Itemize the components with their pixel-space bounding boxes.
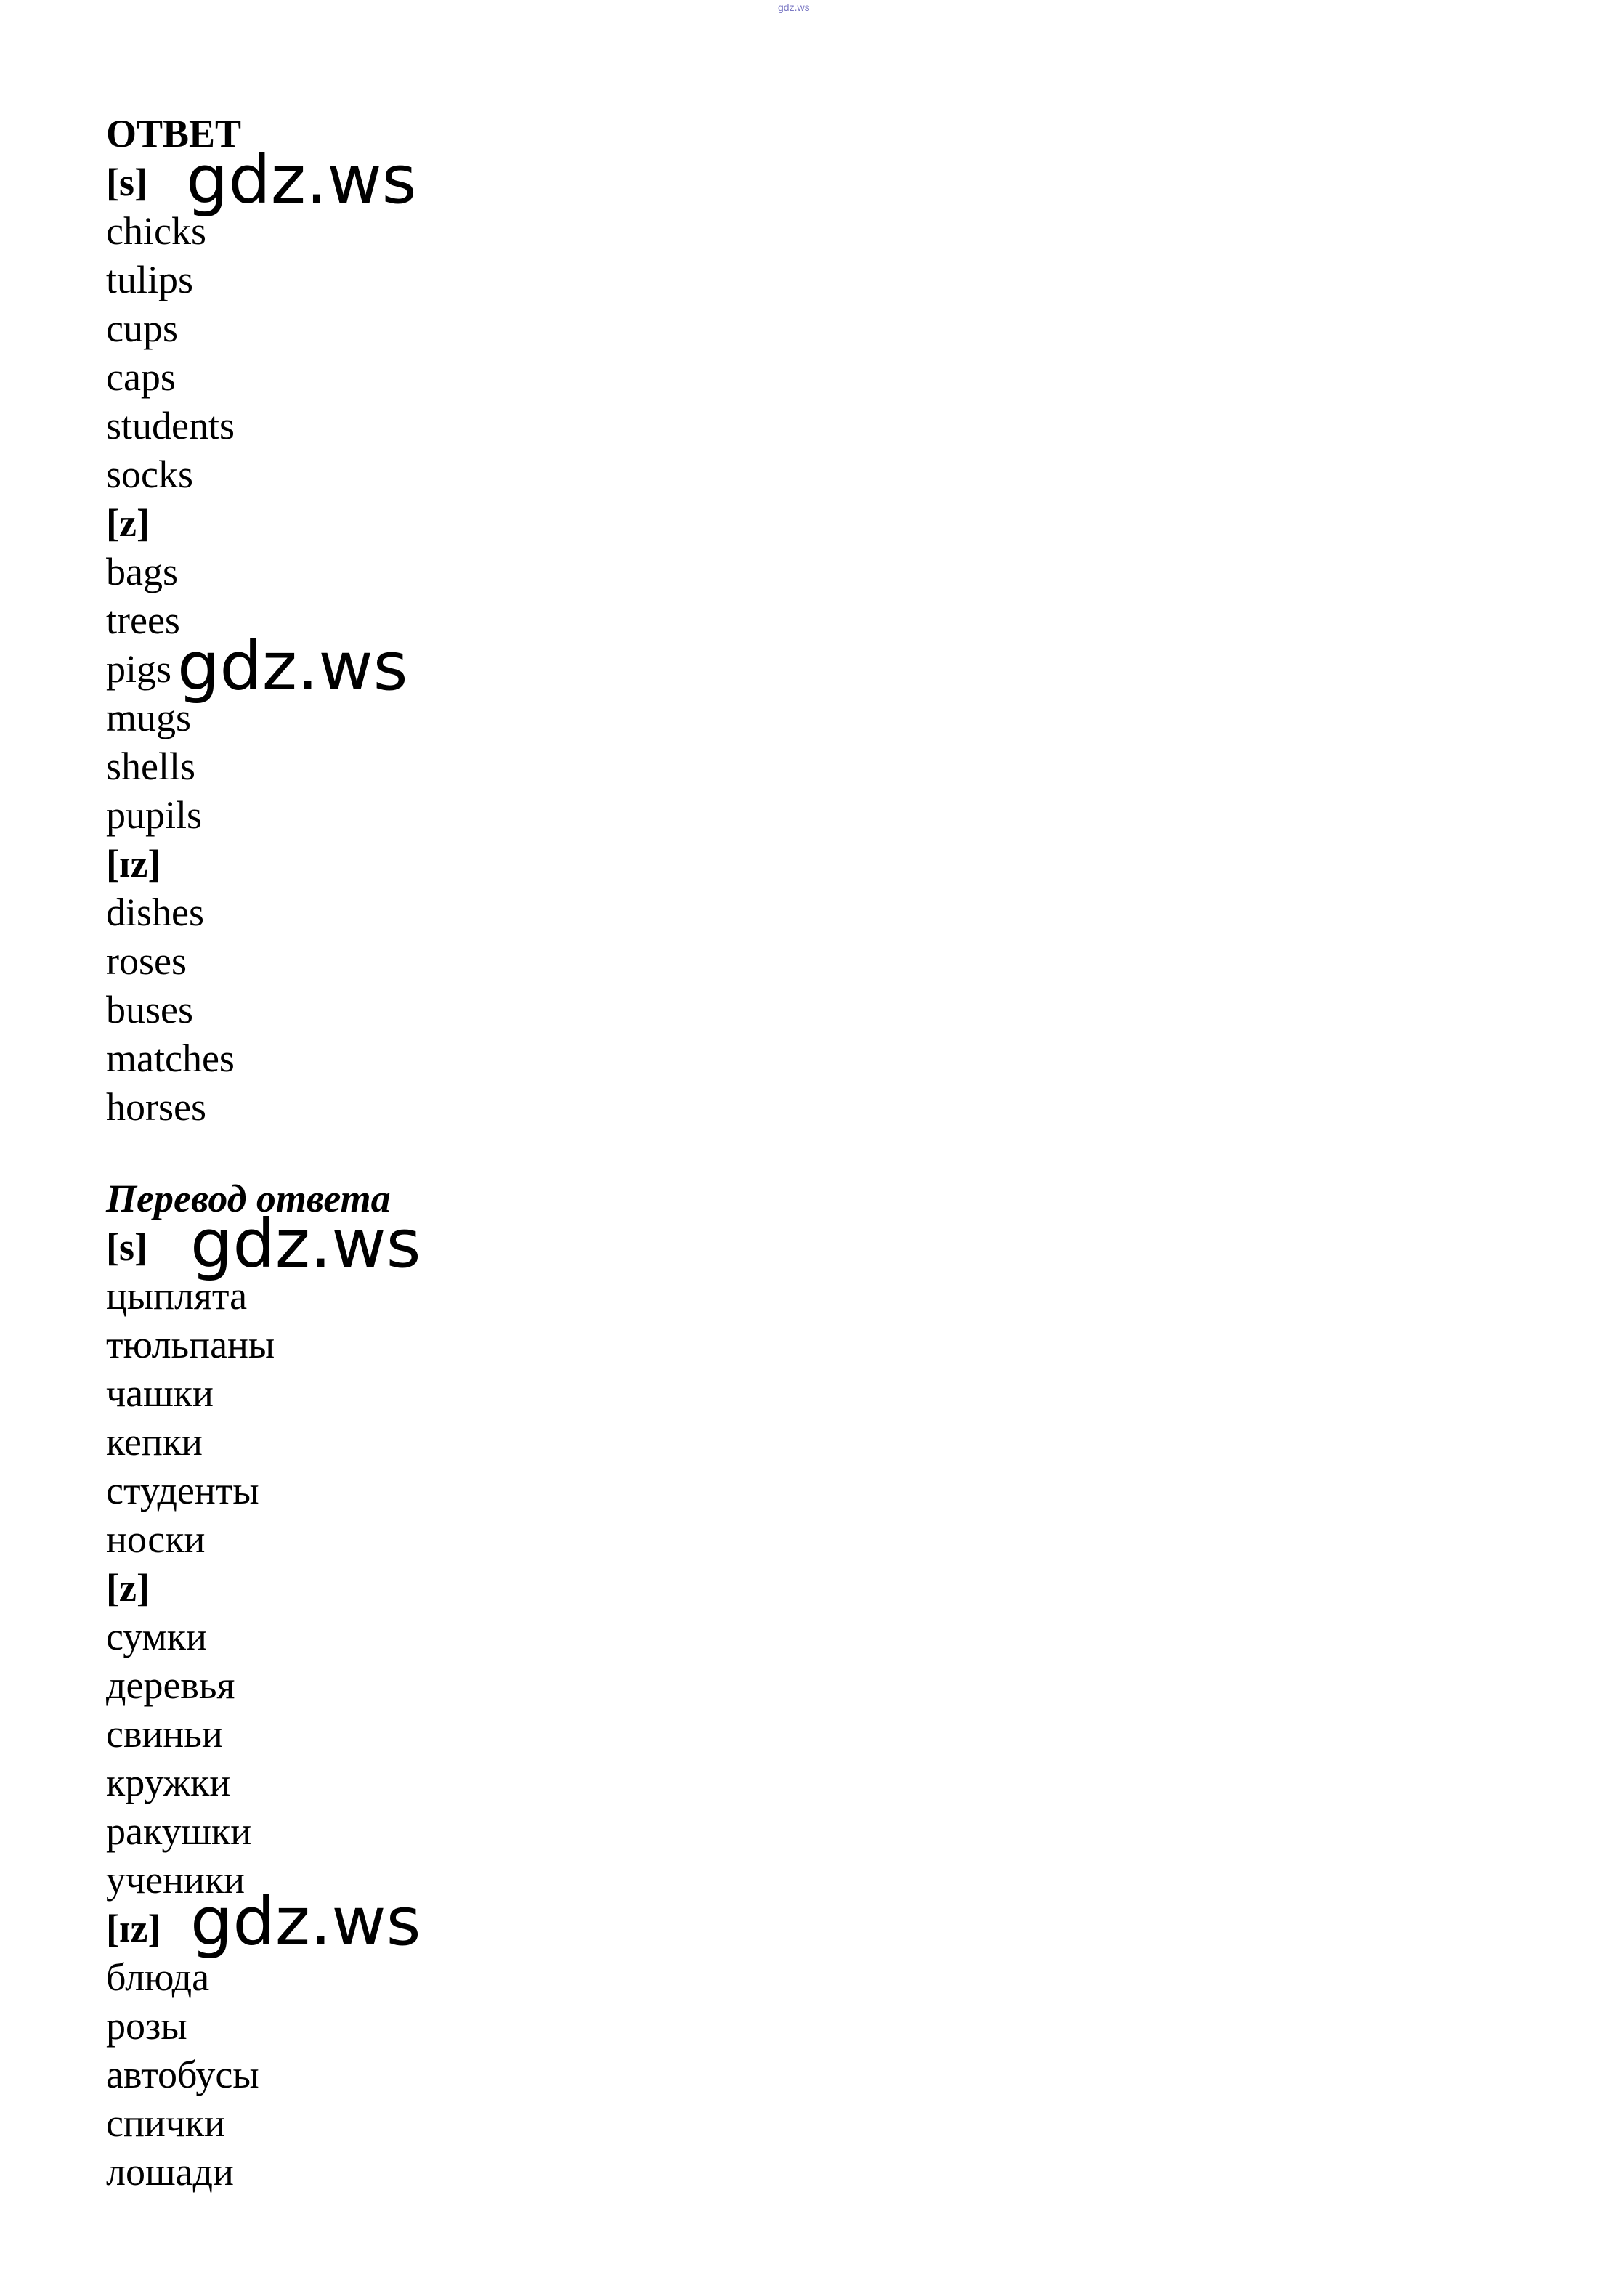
list-item: цыплята <box>106 1274 248 1318</box>
list-item: dishes <box>106 891 204 934</box>
list-item: сумки <box>106 1615 207 1658</box>
group-sound-s: [s] <box>106 1225 147 1269</box>
list-item: students <box>106 404 235 447</box>
watermark-text: gdz.ws <box>186 141 417 219</box>
list-item: лошади <box>106 2150 234 2194</box>
list-item: автобусы <box>106 2053 259 2096</box>
list-item: buses <box>106 988 193 1031</box>
list-item: спички <box>106 2101 226 2145</box>
translation-title: Перевод ответа <box>106 1177 391 1220</box>
list-item: cups <box>106 307 178 350</box>
answer-section <box>106 110 241 1132</box>
group-sound-iz: [ɪz] <box>106 842 161 885</box>
group-sound-z: [z] <box>106 1566 150 1610</box>
list-item: розы <box>106 2004 187 2048</box>
list-item: ученики <box>106 1858 246 1902</box>
group-sound-iz: [ɪz] <box>106 1907 161 1950</box>
list-item: ракушки <box>106 1809 252 1853</box>
list-item: mugs <box>106 696 192 739</box>
list-item: caps <box>106 355 176 399</box>
list-item: кружки <box>106 1761 231 1804</box>
list-item: блюда <box>106 1955 210 1999</box>
watermark-text: gdz.ws <box>190 1883 421 1960</box>
watermark-text: gdz.ws <box>177 628 408 705</box>
group-sound-s: [s] <box>106 161 147 204</box>
list-item: socks <box>106 453 193 496</box>
list-item: pupils <box>106 793 203 837</box>
list-item: bags <box>106 550 178 593</box>
list-item: носки <box>106 1517 206 1561</box>
list-item: horses <box>106 1085 206 1129</box>
list-item: tulips <box>106 258 194 301</box>
list-item: matches <box>106 1037 235 1080</box>
list-item: shells <box>106 745 196 788</box>
list-item: roses <box>106 939 187 983</box>
list-item: chicks <box>106 209 206 253</box>
group-sound-z: [z] <box>106 501 150 545</box>
translation-section <box>106 1175 391 2196</box>
list-item: trees <box>106 599 180 642</box>
list-item: тюльпаны <box>106 1323 275 1366</box>
list-item: деревья <box>106 1663 235 1707</box>
list-item: чашки <box>106 1371 214 1415</box>
list-item: свиньи <box>106 1712 223 1756</box>
list-item: pigs <box>106 647 172 691</box>
list-item: студенты <box>106 1469 259 1512</box>
top-watermark: gdz.ws <box>778 1 810 13</box>
watermark-text: gdz.ws <box>190 1205 421 1283</box>
answer-title: ОТВЕТ <box>106 112 242 155</box>
list-item: кепки <box>106 1420 203 1464</box>
